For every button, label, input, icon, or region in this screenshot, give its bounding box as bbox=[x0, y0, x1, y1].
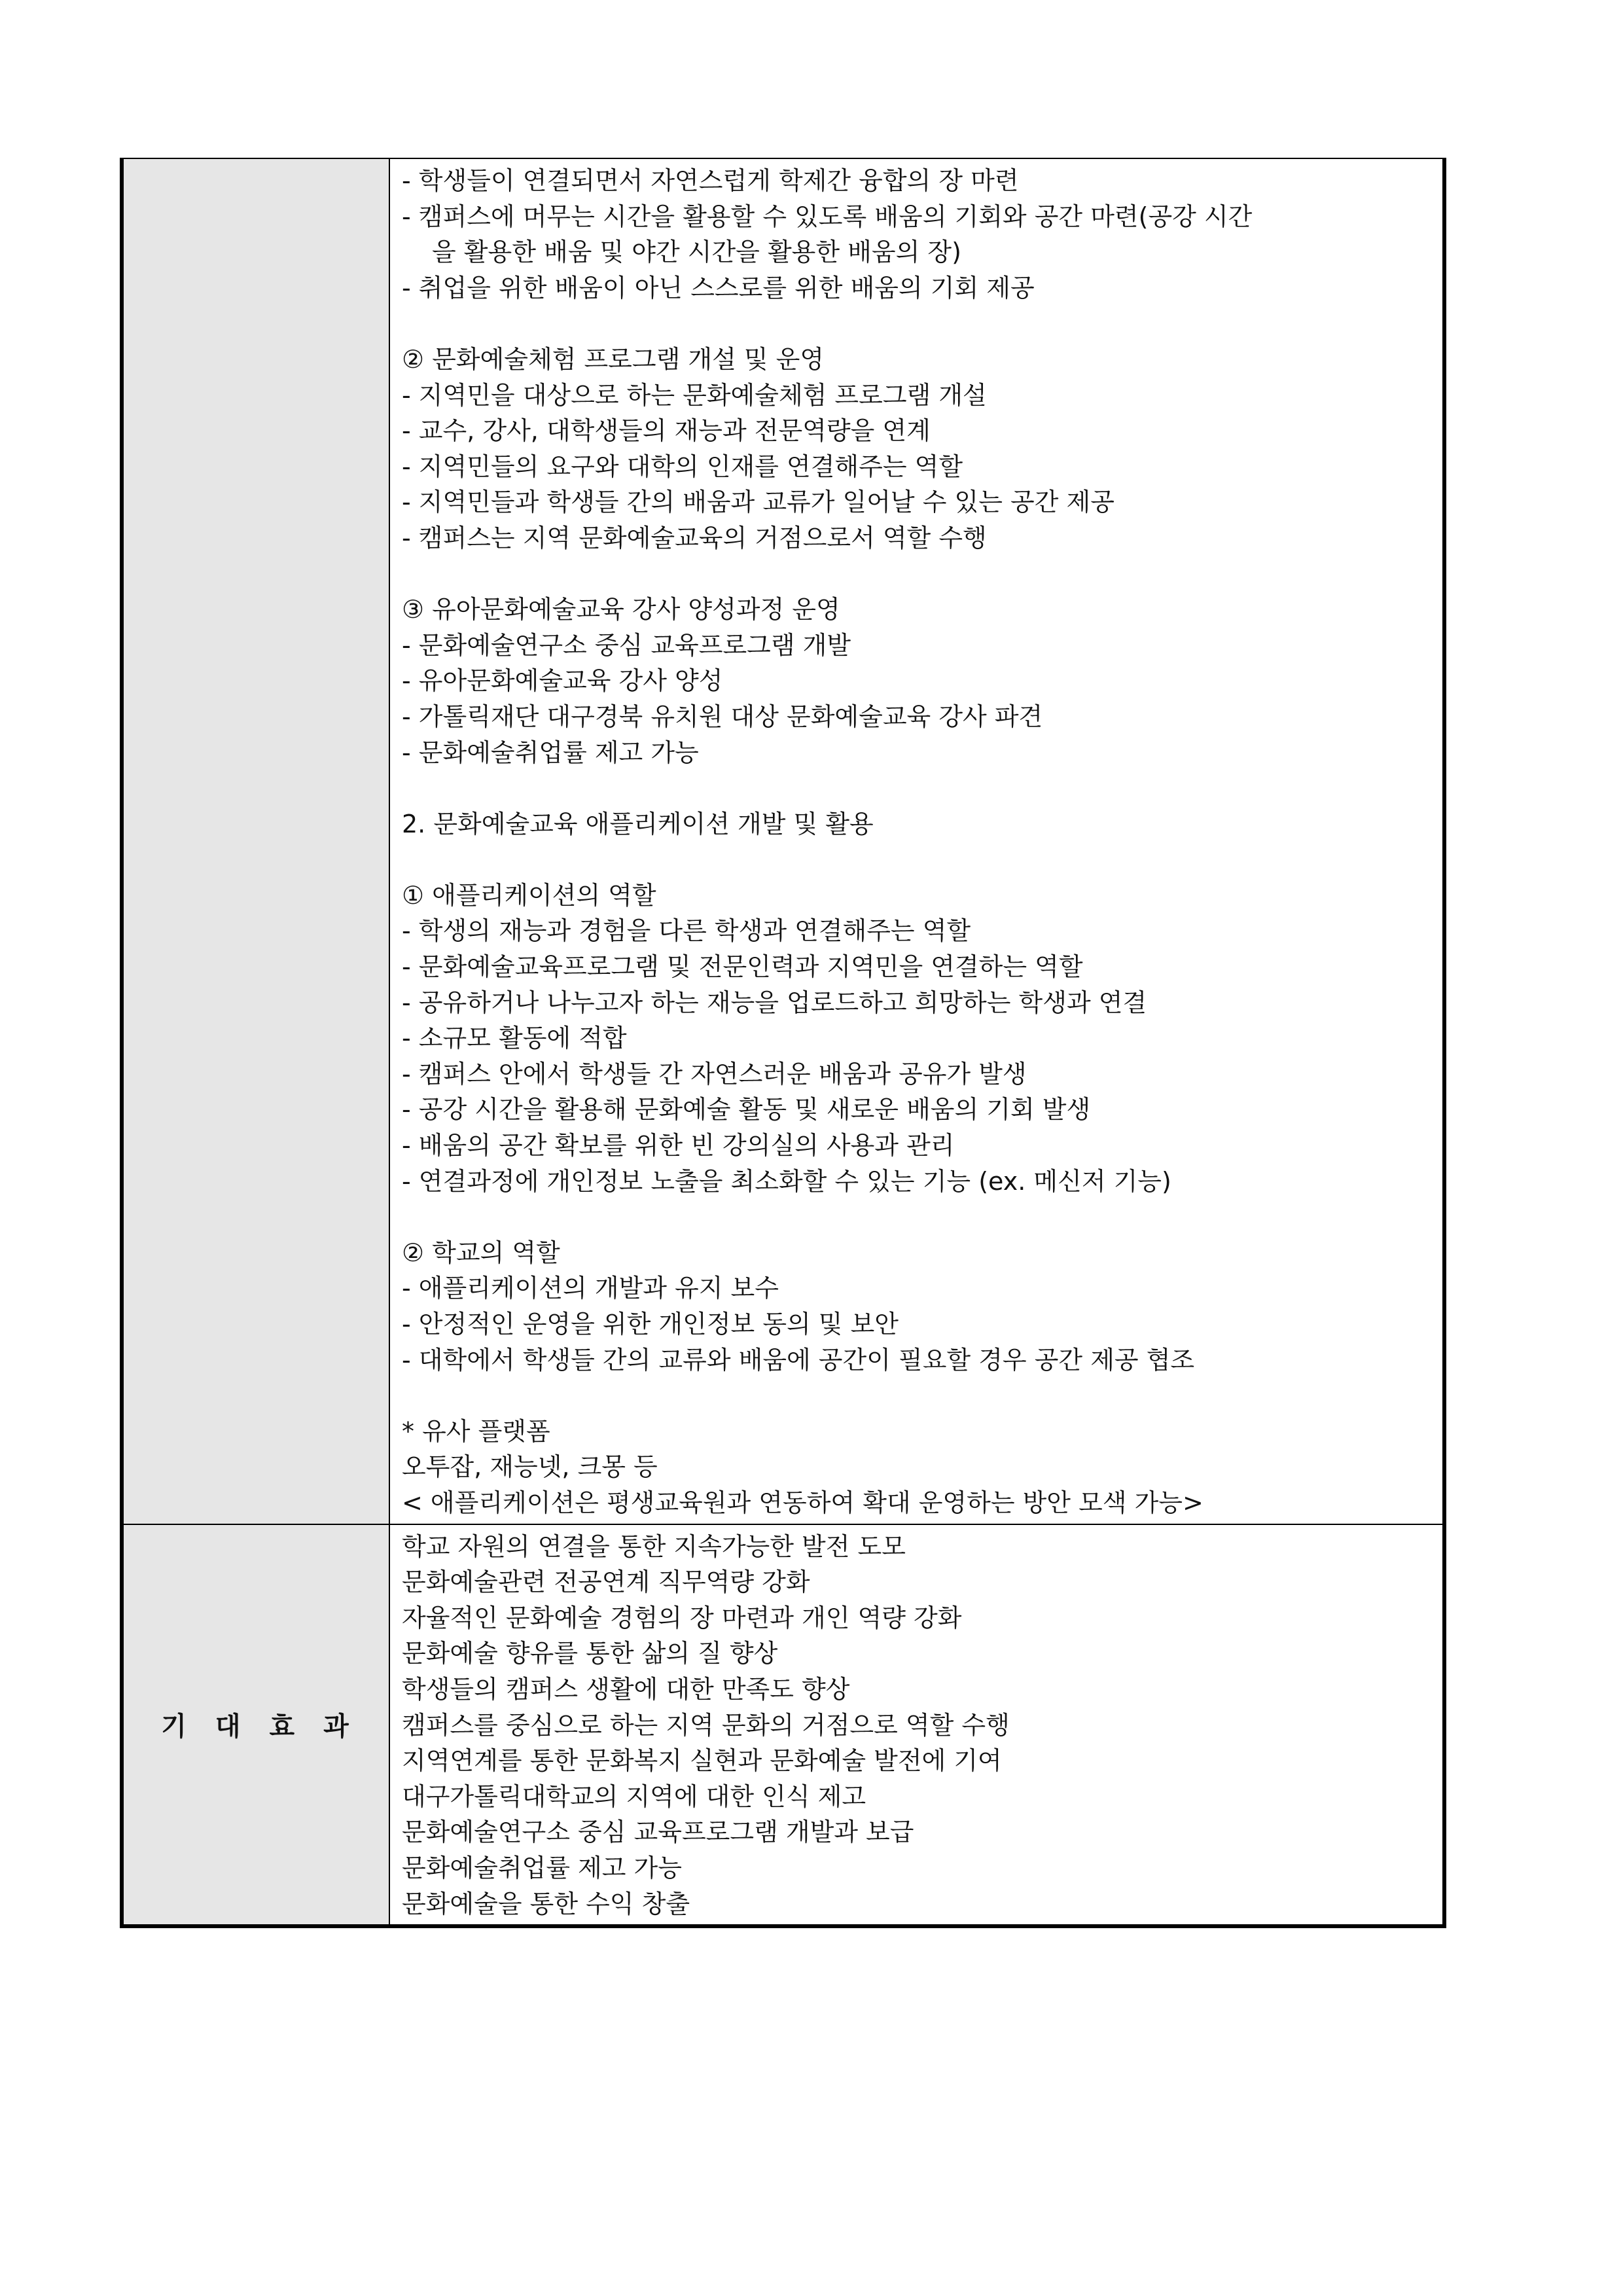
text-line: 학교 자원의 연결을 통한 지속가능한 발전 도모 bbox=[402, 1532, 906, 1561]
text-line: - 연결과정에 개인정보 노출을 최소화할 수 있는 기능 (ex. 메신저 기능) bbox=[402, 1166, 1171, 1196]
text-line: - 공유하거나 나누고자 하는 재능을 업로드하고 희망하는 학생과 연결 bbox=[402, 988, 1147, 1017]
blank-line bbox=[402, 556, 1432, 592]
text-line: 학생들의 캠퍼스 생활에 대한 만족도 향상 bbox=[402, 1674, 850, 1704]
text-line: 문화예술 향유를 통한 삶의 질 향상 bbox=[402, 1639, 778, 1668]
text-line: - 캠퍼스 안에서 학생들 간 자연스러운 배움과 공유가 발생 bbox=[402, 1059, 1027, 1088]
text-line: - 문화예술취업률 제고 가능 bbox=[402, 738, 699, 767]
plan-details bbox=[390, 159, 1442, 1524]
text-line: 오투잡, 재능넷, 크몽 등 bbox=[402, 1452, 658, 1482]
text-line: ② 문화예술체험 프로그램 개설 및 운영 bbox=[402, 344, 825, 374]
text-line: ③ 유아문화예술교육 강사 양성과정 운영 bbox=[402, 595, 840, 624]
blank-line bbox=[402, 770, 1432, 806]
blank-line bbox=[402, 1378, 1432, 1414]
text-line: - 캠퍼스는 지역 문화예술교육의 거점으로서 역할 수행 bbox=[402, 523, 987, 552]
blank-line bbox=[402, 306, 1432, 342]
text-line: < 애플리케이션은 평생교육원과 연동하여 확대 운영하는 방안 모색 가능> bbox=[402, 1488, 1204, 1517]
text-line: 문화예술을 통한 수익 창출 bbox=[402, 1889, 690, 1918]
content-table bbox=[120, 158, 1446, 1928]
text-line: - 안정적인 운영을 위한 개인정보 동의 및 보안 bbox=[402, 1310, 899, 1338]
text-line: - 지역민들과 학생들 간의 배움과 교류가 일어날 수 있는 공간 제공 bbox=[402, 488, 1115, 517]
text-line: - 가톨릭재단 대구경북 유치원 대상 문화예술교육 강사 파견 bbox=[402, 702, 1043, 731]
expected-effects-cell bbox=[389, 1524, 1444, 1927]
blank-line bbox=[402, 842, 1432, 878]
table-row bbox=[122, 1524, 1444, 1927]
text-line: 문화예술관련 전공연계 직무역량 강화 bbox=[402, 1568, 810, 1597]
expected-effects-label-cell bbox=[122, 1524, 389, 1927]
text-line: - 지역민들의 요구와 대학의 인재를 연결해주는 역할 bbox=[402, 452, 963, 481]
text-line: - 학생들이 연결되면서 자연스럽게 학제간 융합의 장 마련 bbox=[402, 166, 1019, 195]
text-line: 문화예술연구소 중심 교육프로그램 개발과 보급 bbox=[402, 1818, 914, 1847]
blank-line bbox=[402, 1199, 1432, 1235]
text-line: - 취업을 위한 배움이 아닌 스스로를 위한 배움의 기회 제공 bbox=[402, 273, 1035, 302]
text-line: ① 애플리케이션의 역할 bbox=[402, 880, 656, 910]
text-line: - 지역민을 대상으로 하는 문화예술체험 프로그램 개설 bbox=[402, 380, 987, 410]
text-line: 지역연계를 통한 문화복지 실현과 문화예술 발전에 기여 bbox=[402, 1746, 1002, 1776]
expected-effects-label: 기대효과 bbox=[161, 1712, 378, 1742]
text-line: ② 학교의 역할 bbox=[402, 1238, 560, 1267]
row-content-cell bbox=[389, 158, 1444, 1524]
text-line: - 소규모 활동에 적합 bbox=[402, 1024, 627, 1053]
text-line: - 애플리케이션의 개발과 유지 보수 bbox=[402, 1274, 779, 1303]
text-line: - 유아문화예술교육 강사 양성 bbox=[402, 666, 723, 696]
text-line: - 배움의 공간 확보를 위한 빈 강의실의 사용과 관리 bbox=[402, 1131, 955, 1160]
text-line: - 문화예술교육프로그램 및 전문인력과 지역민을 연결하는 역할 bbox=[402, 952, 1083, 982]
row-label-cell bbox=[122, 158, 389, 1524]
text-line: - 공강 시간을 활용해 문화예술 활동 및 새로운 배움의 기회 발생 bbox=[402, 1095, 1091, 1124]
text-line: 문화예술취업률 제고 가능 bbox=[402, 1853, 682, 1882]
text-line: 2. 문화예술교육 애플리케이션 개발 및 활용 bbox=[402, 809, 874, 838]
text-line: 을 활용한 배움 및 야간 시간을 활용한 배움의 장) bbox=[432, 238, 961, 267]
text-line: 캠퍼스를 중심으로 하는 지역 문화의 거점으로 역할 수행 bbox=[402, 1710, 1010, 1740]
text-line: - 문화예술연구소 중심 교육프로그램 개발 bbox=[402, 630, 851, 660]
text-line: 자율적인 문화예술 경험의 장 마련과 개인 역량 강화 bbox=[402, 1603, 962, 1632]
text-line: - 학생의 재능과 경험을 다른 학생과 연결해주는 역할 bbox=[402, 916, 971, 946]
expected-effects-list bbox=[390, 1525, 1442, 1925]
text-line: 대구가톨릭대학교의 지역에 대한 인식 제고 bbox=[402, 1782, 866, 1811]
text-line: - 교수, 강사, 대학생들의 재능과 전문역량을 연계 bbox=[402, 416, 931, 446]
text-line: - 캠퍼스에 머무는 시간을 활용할 수 있도록 배움의 기회와 공간 마련(공강 시간 bbox=[402, 202, 1253, 231]
text-line: - 대학에서 학생들 간의 교류와 배움에 공간이 필요할 경우 공간 제공 협조 bbox=[402, 1345, 1195, 1374]
table-row bbox=[122, 158, 1444, 1524]
text-line: * 유사 플랫폼 bbox=[402, 1416, 550, 1446]
